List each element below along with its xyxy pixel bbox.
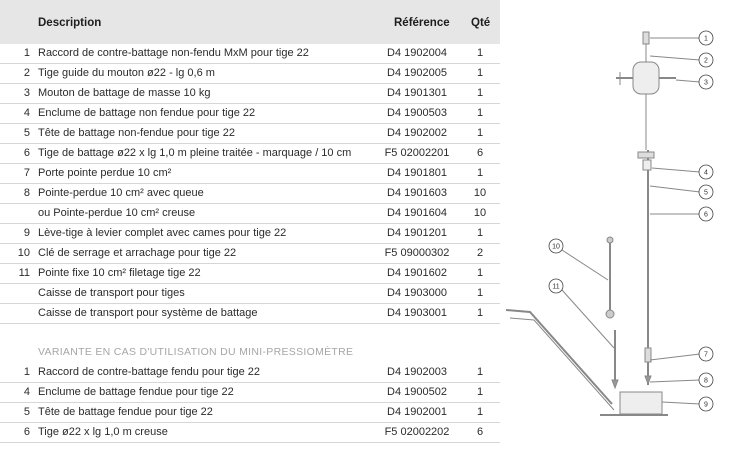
row-reference: D4 1902002 bbox=[387, 127, 447, 139]
variant-table bbox=[0, 363, 500, 443]
row-number: 6 bbox=[23, 147, 30, 159]
table-row bbox=[0, 144, 500, 164]
table-body bbox=[0, 44, 500, 324]
callout-2-label: 2 bbox=[704, 57, 708, 65]
leader-5 bbox=[650, 186, 700, 192]
row-qty: 1 bbox=[476, 87, 484, 99]
row-reference: F5 02002202 bbox=[384, 426, 450, 438]
row-number: 1 bbox=[23, 366, 30, 378]
row-description: Pointe-perdue 10 cm² avec queue bbox=[38, 187, 204, 199]
lifter-box-shape bbox=[620, 392, 662, 414]
row-reference: D4 1902005 bbox=[387, 67, 447, 79]
header-reference: Référence bbox=[394, 17, 450, 29]
row-qty: 1 bbox=[476, 47, 484, 59]
row-reference: D4 1901801 bbox=[387, 167, 447, 179]
leader-3 bbox=[676, 80, 700, 82]
row-description: Lève-tige à levier complet avec cames pour tige 22 bbox=[38, 227, 287, 239]
row-number: 5 bbox=[23, 127, 30, 139]
table-row bbox=[0, 164, 500, 184]
row-qty: 1 bbox=[476, 227, 484, 239]
wrench-bottom-shape bbox=[606, 310, 614, 318]
row-qty: 1 bbox=[476, 386, 484, 398]
table-row bbox=[0, 184, 500, 204]
row-qty: 6 bbox=[476, 147, 484, 159]
row-description: Raccord de contre-battage fendu pour tige 22 bbox=[38, 366, 260, 378]
row-reference: D4 1901604 bbox=[387, 207, 447, 219]
row-description: Caisse de transport pour système de battage bbox=[38, 307, 258, 319]
fixed-point-tip bbox=[612, 380, 618, 388]
row-qty: 10 bbox=[473, 187, 487, 199]
row-description: Mouton de battage de masse 10 kg bbox=[38, 87, 211, 99]
callout-10-label: 10 bbox=[552, 243, 560, 251]
row-qty: 1 bbox=[476, 267, 484, 279]
row-description: Tige de battage ø22 x lg 1,0 m pleine traitée - marquage / 10 cm bbox=[38, 147, 352, 159]
table-row bbox=[0, 264, 500, 284]
row-number: 9 bbox=[23, 227, 30, 239]
variant-title: VARIANTE EN CAS D'UTILISATION DU MINI-PRESSIOMÈTRE bbox=[38, 346, 354, 358]
row-description: Tête de battage fendue pour tige 22 bbox=[38, 406, 213, 418]
row-reference: F5 09000302 bbox=[384, 247, 450, 259]
row-number: 11 bbox=[18, 267, 30, 279]
leader-7 bbox=[650, 354, 700, 360]
header-qty: Qté bbox=[471, 17, 491, 29]
callout-6-label: 6 bbox=[704, 211, 708, 219]
table-row bbox=[0, 124, 500, 144]
callout-8-label: 8 bbox=[704, 377, 708, 385]
head-shape bbox=[643, 160, 651, 170]
table-row bbox=[0, 44, 500, 64]
leader-10 bbox=[562, 250, 608, 280]
table-row bbox=[0, 363, 500, 383]
lost-point-shape bbox=[645, 376, 651, 384]
callout-9-label: 9 bbox=[704, 401, 708, 409]
table-row bbox=[0, 403, 500, 423]
row-number: 8 bbox=[23, 187, 30, 199]
leader-11 bbox=[562, 290, 614, 348]
row-reference: D4 1903000 bbox=[387, 287, 447, 299]
table-row bbox=[0, 84, 500, 104]
row-qty: 10 bbox=[473, 207, 487, 219]
row-reference: D4 1902001 bbox=[387, 406, 447, 418]
table-header bbox=[0, 0, 500, 44]
row-description: Caisse de transport pour tiges bbox=[38, 287, 185, 299]
row-qty: 1 bbox=[476, 406, 484, 418]
row-reference: D4 1901201 bbox=[387, 227, 447, 239]
callout-11-label: 11 bbox=[552, 283, 560, 291]
row-number: 6 bbox=[23, 426, 30, 438]
row-reference: D4 1900503 bbox=[387, 107, 447, 119]
equipment-drawing bbox=[500, 0, 737, 449]
leader-9 bbox=[662, 402, 700, 404]
row-description: Tige guide du mouton ø22 - lg 0,6 m bbox=[38, 67, 215, 79]
table-row bbox=[0, 423, 500, 443]
row-description: Enclume de battage fendue pour tige 22 bbox=[38, 386, 234, 398]
row-reference: D4 1902003 bbox=[387, 366, 447, 378]
callout-1-label: 1 bbox=[704, 35, 708, 43]
row-qty: 1 bbox=[476, 307, 484, 319]
row-qty: 1 bbox=[476, 167, 484, 179]
row-number: 7 bbox=[23, 167, 30, 179]
header-description: Description bbox=[38, 17, 102, 29]
row-number: 4 bbox=[23, 107, 30, 119]
row-description: Pointe fixe 10 cm² filetage tige 22 bbox=[38, 267, 201, 279]
leader-8 bbox=[650, 380, 700, 382]
row-description: Enclume de battage non fendue pour tige 22 bbox=[38, 107, 256, 119]
callout-4-label: 4 bbox=[704, 169, 708, 177]
row-qty: 1 bbox=[476, 366, 484, 378]
row-qty: 1 bbox=[476, 107, 484, 119]
row-number: 3 bbox=[23, 87, 30, 99]
table-row bbox=[0, 104, 500, 124]
row-reference: D4 1901301 bbox=[387, 87, 447, 99]
row-description: Raccord de contre-battage non-fendu MxM pour tige 22 bbox=[38, 47, 309, 59]
table-row bbox=[0, 284, 500, 304]
leader-2 bbox=[650, 56, 700, 60]
callout-7-label: 7 bbox=[704, 351, 708, 359]
row-reference: D4 1901602 bbox=[387, 267, 447, 279]
row-number: 5 bbox=[23, 406, 30, 418]
table-row bbox=[0, 383, 500, 403]
parts-table bbox=[0, 0, 500, 324]
row-reference: D4 1900502 bbox=[387, 386, 447, 398]
table-row bbox=[0, 224, 500, 244]
row-reference: D4 1901603 bbox=[387, 187, 447, 199]
row-number: 10 bbox=[17, 247, 30, 259]
callout-3-label: 3 bbox=[704, 79, 708, 87]
row-qty: 1 bbox=[476, 67, 484, 79]
hammer-shape bbox=[633, 62, 659, 94]
row-qty: 1 bbox=[476, 287, 484, 299]
anvil-shape bbox=[638, 152, 654, 158]
row-qty: 2 bbox=[476, 247, 484, 259]
row-reference: F5 02002201 bbox=[384, 147, 450, 159]
table-row bbox=[0, 244, 500, 264]
row-number: 2 bbox=[23, 67, 30, 79]
row-reference: D4 1903001 bbox=[387, 307, 447, 319]
row-description: Clé de serrage et arrachage pour tige 22 bbox=[38, 247, 237, 259]
top-connector-shape bbox=[643, 32, 649, 44]
lever-arm-inner-line bbox=[510, 318, 614, 410]
row-reference: D4 1902004 bbox=[387, 47, 447, 59]
row-description: Tige ø22 x lg 1,0 m creuse bbox=[38, 426, 168, 438]
row-number: 1 bbox=[23, 47, 30, 59]
callout-5-label: 5 bbox=[704, 189, 708, 197]
wrench-top-shape bbox=[607, 237, 613, 243]
row-qty: 6 bbox=[476, 426, 484, 438]
table-row bbox=[0, 64, 500, 84]
row-qty: 1 bbox=[476, 127, 484, 139]
table-row bbox=[0, 304, 500, 324]
row-description: Tête de battage non-fendue pour tige 22 bbox=[38, 127, 235, 139]
row-description: Porte pointe perdue 10 cm² bbox=[38, 167, 172, 179]
table-row bbox=[0, 204, 500, 224]
row-description: ou Pointe-perdue 10 cm² creuse bbox=[38, 207, 196, 219]
leader-4 bbox=[652, 168, 700, 172]
row-number: 4 bbox=[23, 386, 30, 398]
